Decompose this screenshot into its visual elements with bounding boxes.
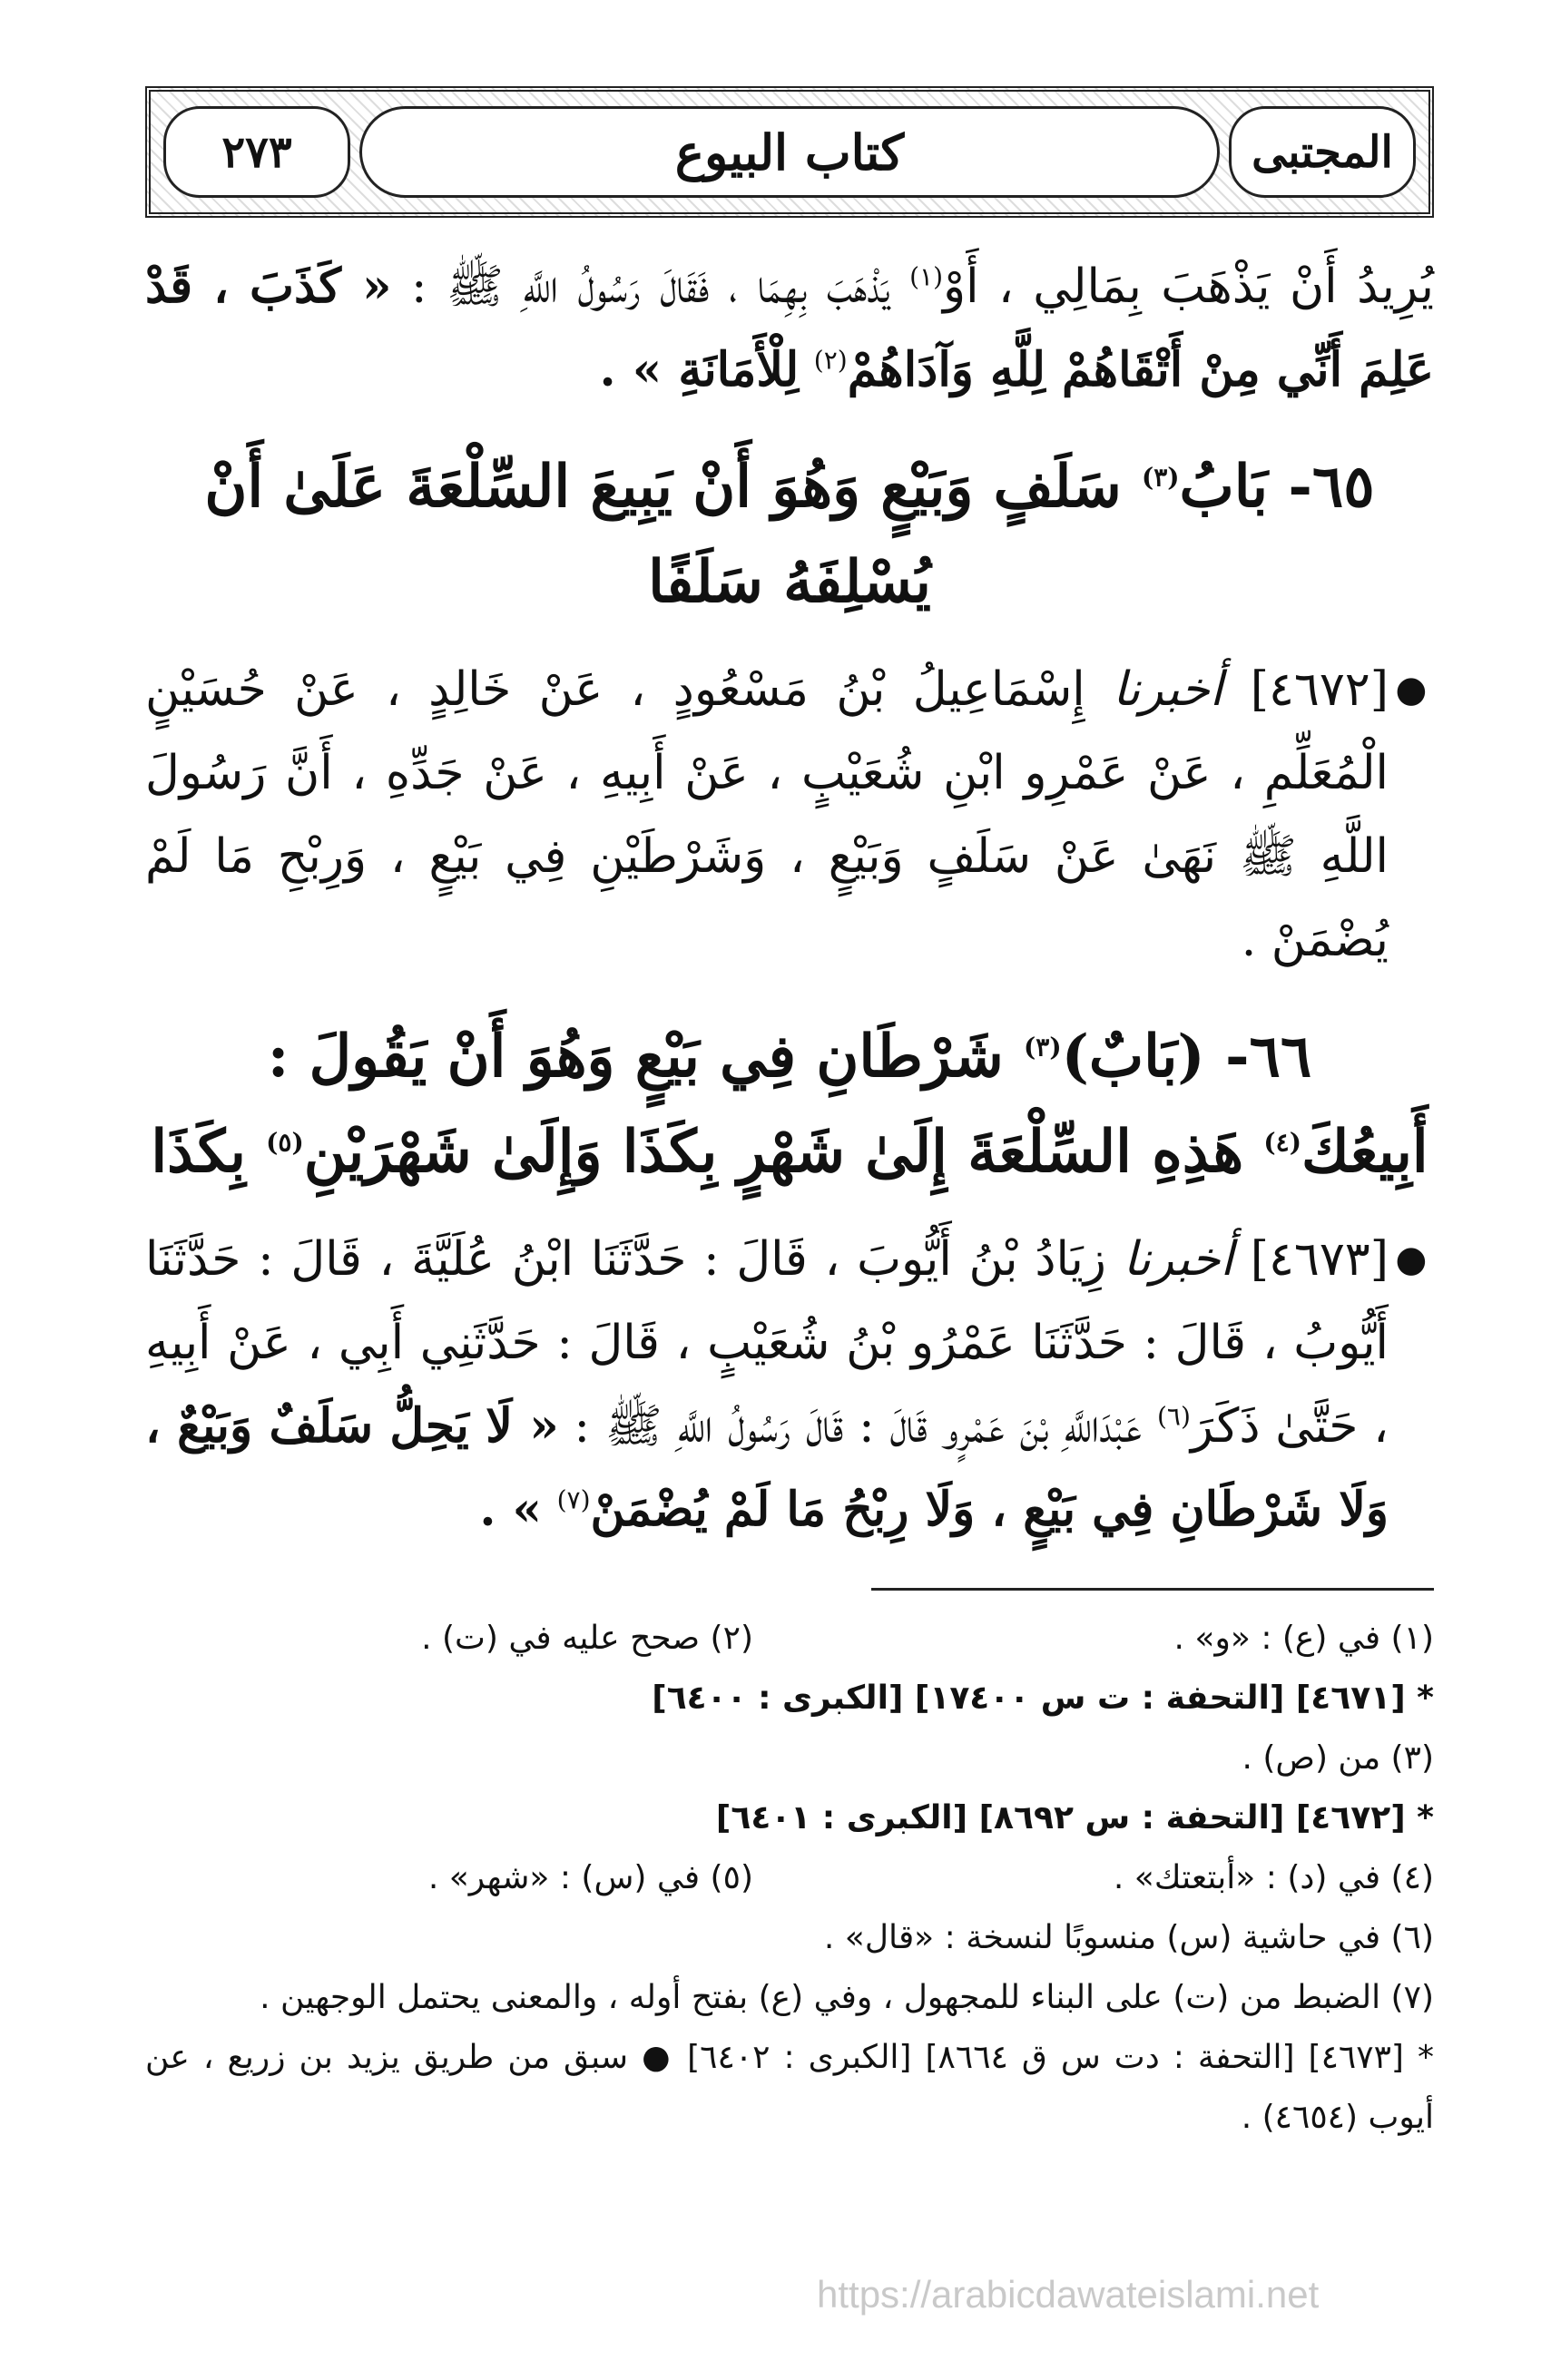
hadith-number: [٤٦٧٢] [1250, 662, 1389, 717]
series-title: المجتبى [1229, 106, 1416, 198]
footnote-ref-2[interactable]: (٢) [813, 345, 848, 376]
footnote-6: (٦) في حاشية (س) منسوبًا لنسخة : «قال» . [823, 1919, 1434, 1956]
footnote-7: (٧) الضبط من (ت) على البناء للمجهول ، وفي (ع) بفتح أوله ، والمعنى يحتمل الوجهين . [260, 1979, 1434, 2016]
footnotes [145, 1609, 1434, 2148]
footnote-1: (١) في (ع) : «و» . [1173, 1620, 1434, 1657]
takhrij-4672: * [٤٦٧٢] [التحفة : س ٨٦٩٢] [الكبرى : ٦٤٠١] [715, 1799, 1434, 1836]
footnote-3: (٣) من (ص) . [1242, 1739, 1434, 1777]
header-title-frame [359, 106, 1220, 198]
hadith-number: [٤٦٧٣] [1250, 1232, 1389, 1287]
page-number: ٢٧٣ [163, 106, 350, 198]
hadith-marker: ● [1395, 1239, 1428, 1280]
footnote-4: (٤) في (د) : «أبتعتك» . [1113, 1859, 1434, 1896]
hadith-marker: ● [1395, 669, 1428, 710]
footnote-ref-3[interactable]: (٣) [1141, 462, 1180, 493]
footnote-5: (٥) في (س) : «شهر» . [427, 1859, 753, 1896]
page-body [145, 245, 1434, 2148]
takhrij-4673: * [٤٦٧٣] [التحفة : دت س ق ٨٦٦٤] [الكبرى : ٦٤٠٢] ● سبق من طريق يزيد بن زريع ، عن أيوب (٤٦٥٤) . [145, 2039, 1434, 2136]
intro-paragraph: يُرِيدُ أَنْ يَذْهَبَ بِمَالِي ، أَوْ$^{(١)}$ يَذْهَبَ بِهِمَا ، فَقَالَ رَسُولُ اللَّهِ ﷺ : « كَذَبَ ، قَدْ عَلِمَ أَنِّي مِنْ أَتْقَاهُمْ لِلَّهِ وَآدَاهُمْ$^{(٢)}$ لِلْأَمَانَةِ » . [145, 259, 1435, 397]
watermark-url: https://arabicdawateislami.net [817, 2273, 1320, 2316]
hadith-4672: ● [٤٦٧٢] أخبرنا إِسْمَاعِيلُ بْنُ مَسْعُودٍ ، عَنْ خَالِدٍ ، عَنْ حُسَيْنٍ الْمُعَلِّمِ ، عَنْ عَمْرِو ابْنِ شُعَيْبٍ ، عَنْ أَبِيهِ ، عَنْ جَدِّهِ ، أَنَّ رَسُولَ اللَّهِ ﷺ نَهَىٰ عَنْ سَلَفٍ وَبَيْعٍ ، وَشَرْطَيْنِ فِي بَيْعٍ ، وَرِبْحِ مَا لَمْ يُضْمَنْ . [145, 648, 1434, 982]
chapter-heading-65: ٦٥- بَابُ$^{(٣)}$ سَلَفٍ وَبَيْعٍ وَهُوَ أَنْ يَبِيعَ السِّلْعَةَ عَلَىٰ أَنْ يُسْلِفَهُ سَلَفًا [204, 453, 1375, 616]
footnote-ref-4[interactable]: (٤) [1263, 1127, 1301, 1158]
takhrij-4671: * [٤٦٧١] [التحفة : ت س ١٧٤٠٠] [الكبرى : ٦٤٠٠] [652, 1680, 1434, 1717]
footnote-ref-5[interactable]: (٥) [266, 1127, 304, 1158]
chapter-heading-66: ٦٦- (بَابٌ)$^{(٣)}$ شَرْطَانِ فِي بَيْعٍ وَهُوَ أَنْ يَقُولَ : أَبِيعُكَ$^{(٤)}$ هَذِهِ السِّلْعَةَ إِلَىٰ شَهْرٍ بِكَذَا وَإِلَىٰ شَهْرَيْنِ$^{(٥)}$ بِكَذَا [151, 1023, 1428, 1186]
footnote-ref-6[interactable]: (٦) [1156, 1401, 1191, 1432]
page-header [145, 86, 1434, 218]
footnote-2: (٢) صحح عليه في (ت) . [421, 1620, 753, 1657]
footnote-ref-3b[interactable]: (٣) [1024, 1032, 1062, 1063]
footnote-ref-1[interactable]: (١) [909, 261, 944, 292]
footnote-ref-7[interactable]: (٧) [556, 1484, 591, 1515]
hadith-4673: ● [٤٦٧٣] أخبرنا زِيَادُ بْنُ أَيُّوبَ ، قَالَ : حَدَّثَنَا ابْنُ عُلَيَّةَ ، قَالَ : حَدَّثَنَا أَيُّوبُ ، قَالَ : حَدَّثَنَا عَمْرُو بْنُ شُعَيْبٍ ، قَالَ : حَدَّثَنِي أَبِي ، عَنْ أَبِيهِ ، حَتَّىٰ ذَكَرَ$^{(٦)}$ عَبْدَاللَّهِ بْنَ عَمْرٍو قَالَ : قَالَ رَسُولُ اللَّهِ ﷺ : « لَا يَحِلُّ سَلَفٌ وَبَيْعٌ ، وَلَا شَرْطَانِ فِي بَيْعٍ ، وَلَا رِبْحُ مَا لَمْ يُضْمَنْ$^{(٧)}$ » . [145, 1218, 1434, 1552]
book-title: كتاب البيوع [674, 122, 905, 181]
footnote-divider [871, 1588, 1434, 1591]
